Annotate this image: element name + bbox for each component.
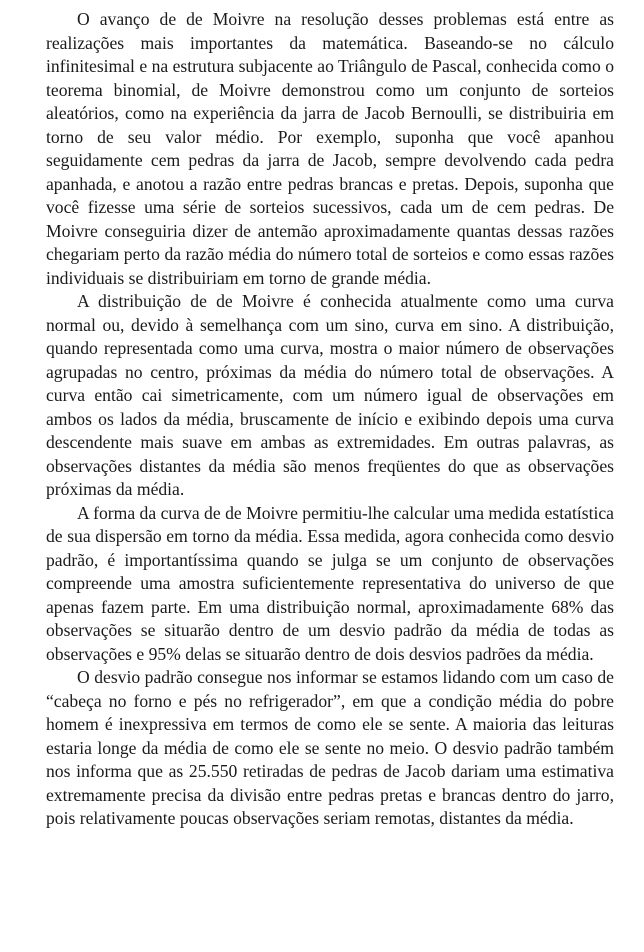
paragraph-head-in-oven: O desvio padrão consegue nos informar se estamos lidando com um caso de “cabeça no forno e pés no refrigerador”, em que a condição média do pobre homem é inexpressiva em termos de como ele se sente. A maioria das leituras estaria longe da média de como ele se sente no meio. O desvio padrão também nos informa que as 25.550 retiradas de pedras de Jacob dariam uma estimativa extremamente precisa da divisão entre pedras pretas e brancas dentro do jarro, pois relativamente poucas observações seriam remotas, distantes da média. — [46, 667, 614, 828]
book-page — [46, 8, 614, 831]
paragraph-standard-deviation: A forma da curva de de Moivre permitiu-lhe calcular uma medida estatística de sua dispersão em torno da média. Essa medida, agora conhecida como desvio padrão, é importantíssima quando se julga se um conjunto de observações compreende uma amostra suficientemente representativa do universo de que apenas fazem parte. Em uma distribuição normal, aproximadamente 68% das observações se situarão dentro de um desvio padrão da média de todas as observações e 95% delas se situarão dentro de dois desvios padrões da média. — [46, 502, 614, 664]
paragraph-de-moivre-advance: O avanço de de Moivre na resolução desses problemas está entre as realizações mais importantes da matemática. Baseando-se no cálculo infinitesimal e na estrutura subjacente ao Triângulo de Pascal, conhecida como o teorema binomial, de Moivre demonstrou como um conjunto de sorteios aleatórios, como na experiência da jarra de Jacob Bernoulli, se distribuiria em torno de seu valor médio. Por exemplo, suponha que você apanhou seguidamente cem pedras da jarra de Jacob, sempre devolvendo cada pedra apanhada, e anotou a razão entre pedras brancas e pretas. Depois, suponha que você fizesse uma série de sorteios sucessivos, cada um de cem pedras. De Moivre conseguiria dizer de antemão aproximadamente quantas dessas razões chegariam perto da razão média do número total de sorteios e como essas razões individuais se distribuiriam em torno de grande média. — [46, 9, 614, 288]
paragraph-normal-curve: A distribuição de de Moivre é conhecida atualmente como uma curva normal ou, devido à semelhança com um sino, curva em sino. A distribuição, quando representada como uma curva, mostra o maior número de observações agrupadas no centro, próximas da média do número total de observações. A curva então cai simetricamente, com um número igual de observações em ambos os lados da média, bruscamente de início e exibindo depois uma curva descendente mais suave em ambas as extremidades. Em outras palavras, as observações distantes da média são menos freqüentes do que as observações próximas da média. — [46, 291, 614, 499]
